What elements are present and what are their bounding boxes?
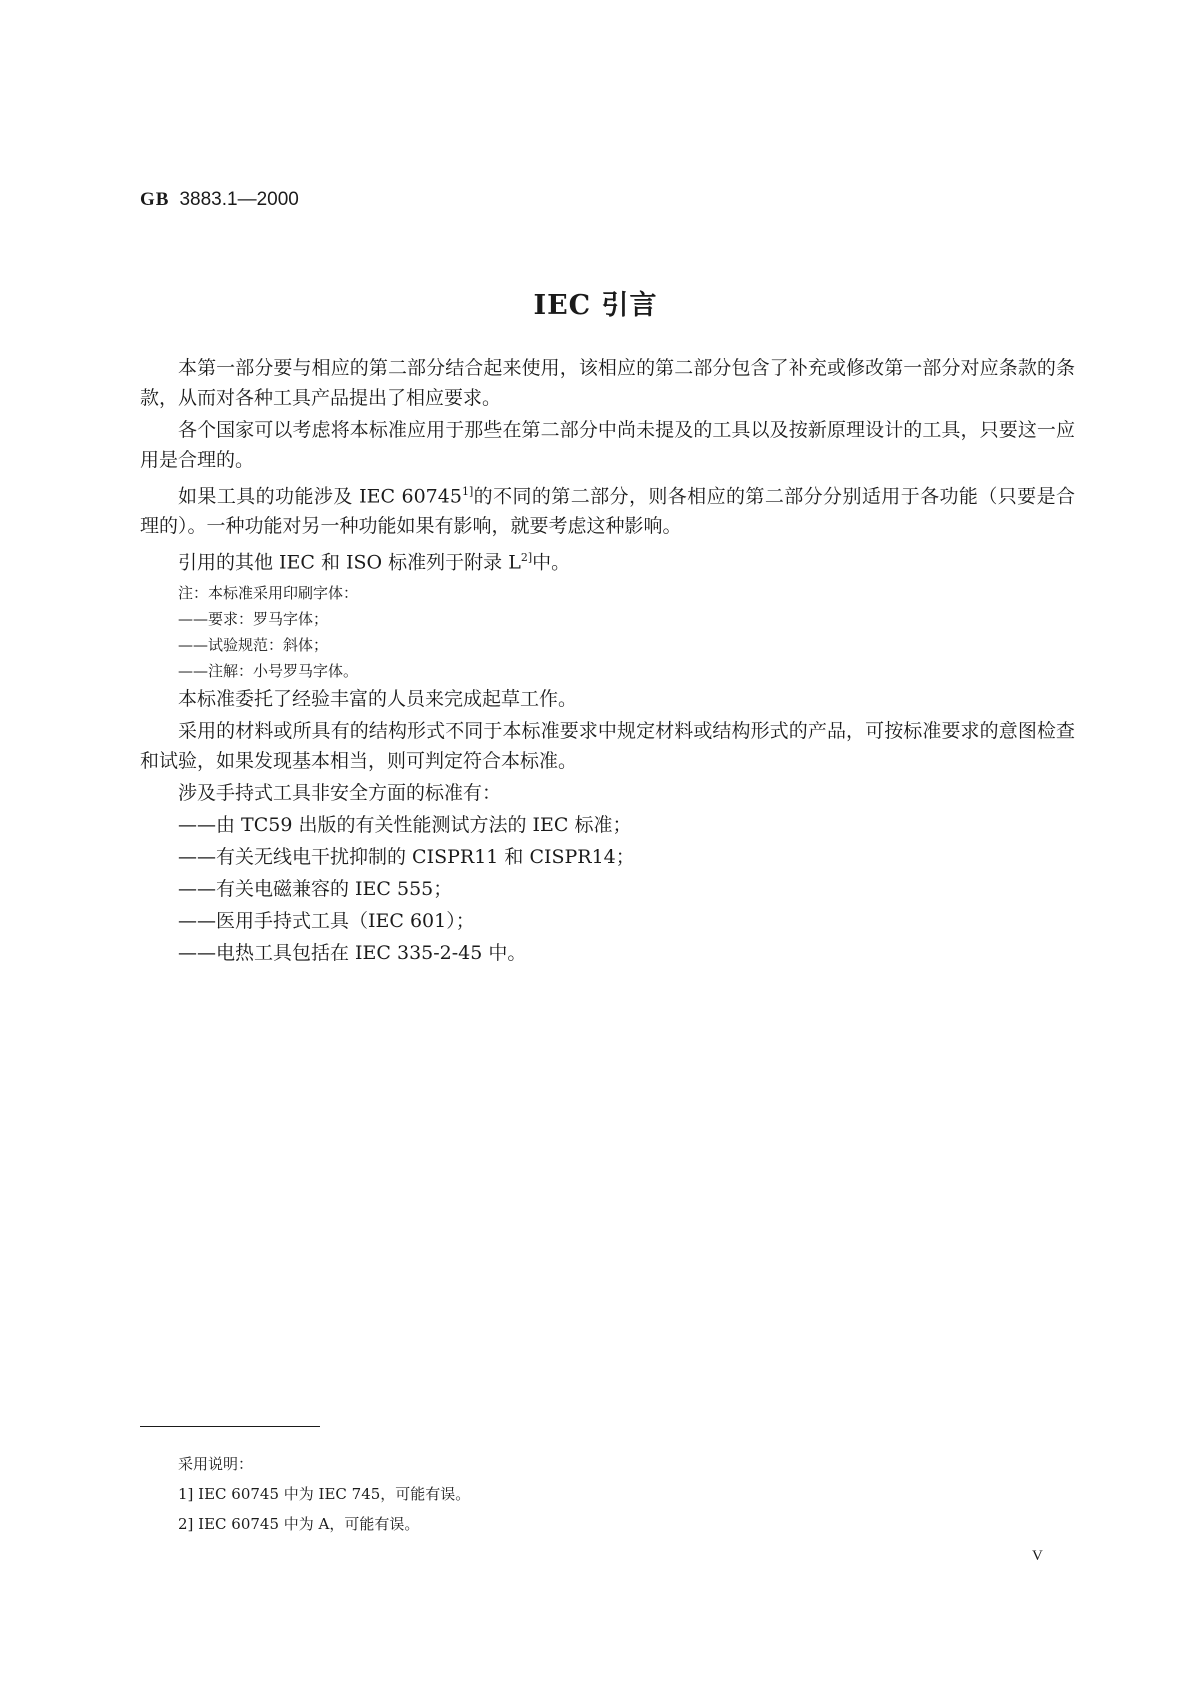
paragraph: 采用的材料或所具有的结构形式不同于本标准要求中规定材料或结构形式的产品，可按标准要求的意图检查和试验，如果发现基本相当，则可判定符合本标准。 bbox=[140, 719, 1075, 772]
list-item: ——有关无线电干扰抑制的 CISPR11 和 CISPR14； bbox=[178, 845, 635, 868]
footnote-item: 2] IEC 60745 中为 A，可能有误。 bbox=[178, 1515, 420, 1533]
note-intro: 注：本标准采用印刷字体： bbox=[178, 583, 359, 602]
footnote-divider bbox=[140, 1426, 320, 1427]
paragraph: 本第一部分要与相应的第二部分结合起来使用，该相应的第二部分包含了补充或修改第一部分对应条款的条款，从而对各种工具产品提出了相应要求。 bbox=[140, 357, 1075, 409]
list-item: ——由 TC59 出版的有关性能测试方法的 IEC 标准； bbox=[178, 813, 632, 836]
list-item: ——电热工具包括在 IEC 335-2-45 中。 bbox=[178, 941, 527, 964]
footnote-heading: 采用说明： bbox=[178, 1455, 254, 1473]
note-item: ——注解：小号罗马字体。 bbox=[178, 661, 359, 680]
note-item: ——试验规范：斜体； bbox=[178, 635, 329, 654]
page-number: V bbox=[1032, 1548, 1043, 1564]
footnotes bbox=[178, 1449, 470, 1539]
list-item: ——有关电磁兼容的 IEC 555； bbox=[178, 877, 453, 900]
paragraph-text: 如果工具的功能涉及 IEC 60745 bbox=[178, 485, 462, 508]
paragraph-text: 的不同的第二部分，则各相应的第二部分分别适用于各功能（只要是合理的）。一种功能对另一种功能如果有影响，就要考虑这种影响。 bbox=[140, 485, 1075, 538]
list-item: ——医用手持式工具（IEC 601）； bbox=[178, 909, 475, 932]
document-header bbox=[140, 188, 299, 211]
paragraph: 各个国家可以考虑将本标准应用于那些在第二部分中尚未提及的工具以及按新原理设计的工具，只要这一应用是合理的。 bbox=[140, 419, 1075, 471]
paragraph-with-footnote-ref bbox=[140, 477, 1075, 541]
main-content bbox=[140, 353, 1075, 970]
paragraph: 涉及手持式工具非安全方面的标准有： bbox=[178, 781, 502, 804]
standard-number: 3883.1—2000 bbox=[179, 189, 299, 210]
paragraph-with-footnote-ref bbox=[140, 543, 1075, 577]
page-title: IEC 引言 bbox=[533, 290, 658, 321]
paragraph-text: 中。 bbox=[532, 551, 571, 574]
footnote-ref: 1] bbox=[461, 485, 474, 498]
footnote-ref: 2] bbox=[520, 551, 533, 565]
paragraph: 本标准委托了经验丰富的人员来完成起草工作。 bbox=[178, 687, 578, 710]
standard-prefix: GB bbox=[140, 189, 170, 210]
paragraph-text: 引用的其他 IEC 和 ISO 标准列于附录 L bbox=[178, 551, 521, 574]
note-item: ——要求：罗马字体； bbox=[178, 609, 329, 628]
footnote-item: 1] IEC 60745 中为 IEC 745，可能有误。 bbox=[178, 1485, 471, 1503]
